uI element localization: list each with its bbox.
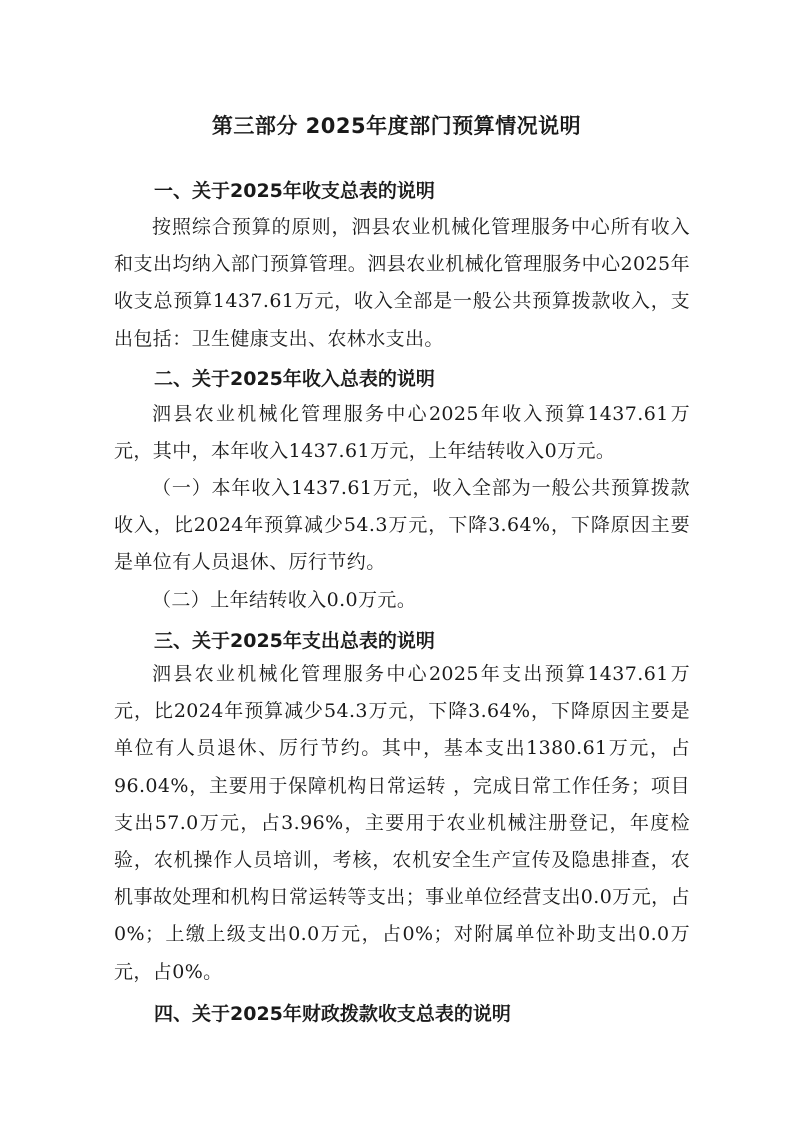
section-2-paragraph-2: （一）本年收入1437.61万元，收入全部为一般公共预算拨款收入，比2024年预算减少54.3万元，下降3.64%，下降原因主要是单位有人员退休、厉行节约。 — [114, 477, 690, 574]
section-3-paragraph-1: 泗县农业机械化管理服务中心2025年支出预算1437.61万元，比2024年预算减少54.3万元，下降3.64%，下降原因主要是单位有人员退休、厉行节约。其中，基本支出1380.61万元，占96.04%，主要用于保障机构日常运转 ，完成日常工作任务；项目支出57.0万元，占3.96%，主要用于农业机械注册登记，年度检验，农机操作人员培训，考核，农机安全生产宣传及隐患排查，农机事故处理和机构日常运转等支出；事业单位经营支出0.0万元，占0%；上缴上级支出0.0万元，占0%；对附属单位补助支出0.0万元，占0%。 — [114, 663, 690, 983]
page-title: 第三部分 2025年度部门预算情况说明 — [211, 114, 582, 138]
section-heading-1: 一、关于2025年收支总表的说明 — [154, 180, 435, 202]
section-heading-2: 二、关于2025年收入总表的说明 — [154, 368, 435, 390]
section-heading-4: 四、关于2025年财政拨款收支总表的说明 — [154, 1003, 511, 1025]
section-2-paragraph-1: 泗县农业机械化管理服务中心2025年收入预算1437.61万元，其中，本年收入1437.61万元，上年结转收入0万元。 — [114, 403, 690, 463]
section-1-paragraph-1: 按照综合预算的原则，泗县农业机械化管理服务中心所有收入和支出均纳入部门预算管理。泗县农业机械化管理服务中心2025年收支总预算1437.61万元，收入全部是一般公共预算拨款收入，支出包括：卫生健康支出、农林水支出。 — [114, 216, 690, 350]
section-heading-3: 三、关于2025年支出总表的说明 — [154, 630, 435, 652]
section-2-paragraph-3: （二）上年结转收入0.0万元。 — [152, 589, 417, 611]
